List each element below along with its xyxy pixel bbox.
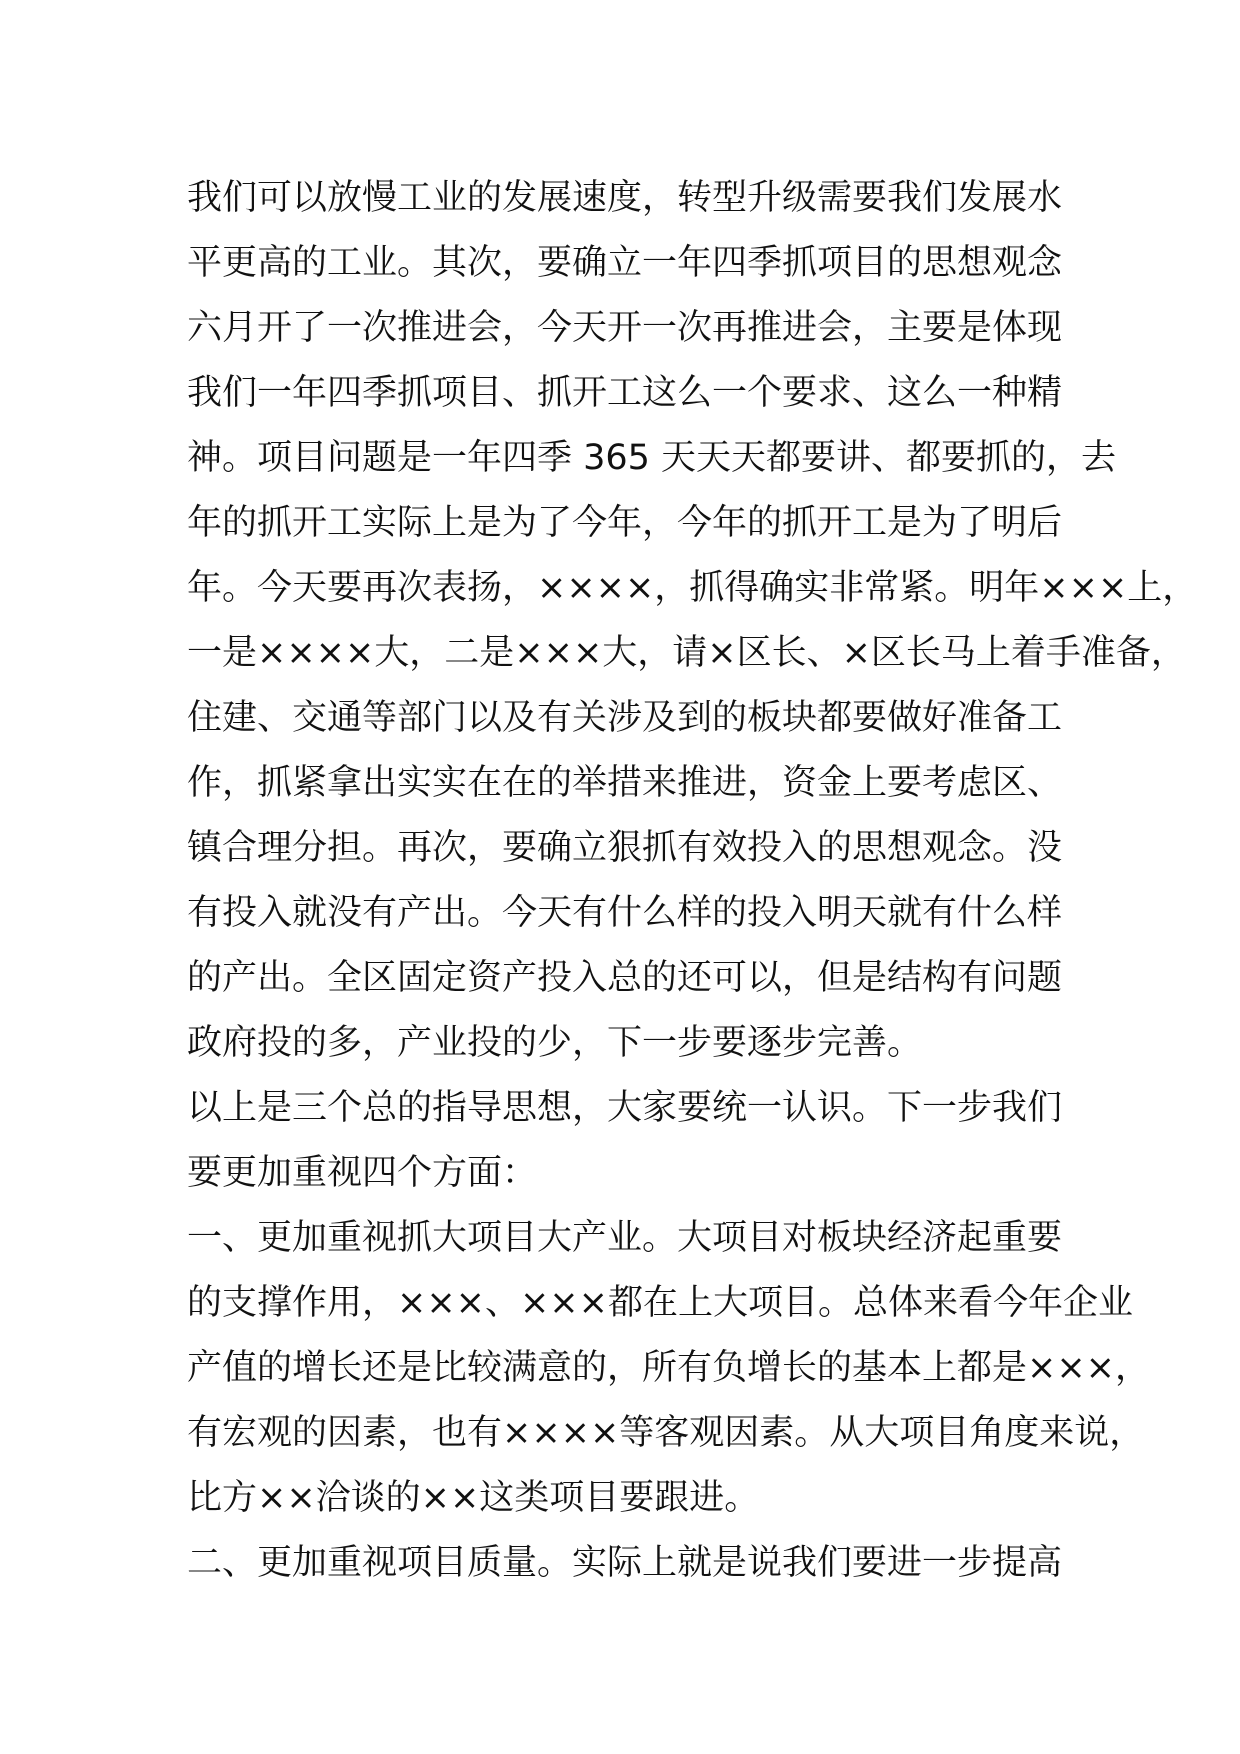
text-line: 一、更加重视抓大项目大产业。大项目对板块经济起重要 <box>187 1218 1063 1258</box>
text-line: 二、更加重视项目质量。实际上就是说我们要进一步提高 <box>187 1543 1063 1583</box>
text-line: 年的抓开工实际上是为了今年，今年的抓开工是为了明后 <box>187 503 1063 543</box>
text-line: 有宏观的因素，也有××××等客观因素。从大项目角度来说， <box>187 1413 1145 1453</box>
text-line: 比方××洽谈的××这类项目要跟进。 <box>187 1478 760 1518</box>
text-line: 有投入就没有产出。今天有什么样的投入明天就有什么样 <box>187 893 1063 933</box>
text-line: 的支撑作用，×××、×××都在上大项目。总体来看今年企业 <box>187 1283 1133 1323</box>
body-text <box>187 166 1198 1596</box>
text-line: 年。今天要再次表扬，××××，抓得确实非常紧。明年×××上， <box>187 568 1198 608</box>
text-line: 的产出。全区固定资产投入总的还可以，但是结构有问题 <box>187 958 1063 998</box>
text-line: 我们一年四季抓项目、抓开工这么一个要求、这么一种精 <box>187 373 1063 413</box>
text-line: 六月开了一次推进会，今天开一次再推进会，主要是体现 <box>187 308 1063 348</box>
text-line: 镇合理分担。再次，要确立狠抓有效投入的思想观念。没 <box>187 828 1063 868</box>
text-line: 住建、交通等部门以及有关涉及到的板块都要做好准备工 <box>187 698 1063 738</box>
text-line: 我们可以放慢工业的发展速度，转型升级需要我们发展水 <box>187 178 1063 218</box>
text-line: 神。项目问题是一年四季 365 天天天都要讲、都要抓的，去 <box>187 438 1117 478</box>
text-line: 要更加重视四个方面： <box>187 1153 538 1193</box>
text-line: 政府投的多，产业投的少，下一步要逐步完善。 <box>187 1023 923 1063</box>
text-line: 以上是三个总的指导思想，大家要统一认识。下一步我们 <box>187 1088 1063 1128</box>
text-line: 一是××××大，二是×××大，请×区长、×区长马上着手准备， <box>187 633 1186 673</box>
text-line: 作，抓紧拿出实实在在的举措来推进，资金上要考虑区、 <box>187 763 1063 803</box>
text-line: 产值的增长还是比较满意的，所有负增长的基本上都是×××， <box>187 1348 1150 1388</box>
text-line: 平更高的工业。其次，要确立一年四季抓项目的思想观念 <box>187 243 1063 283</box>
